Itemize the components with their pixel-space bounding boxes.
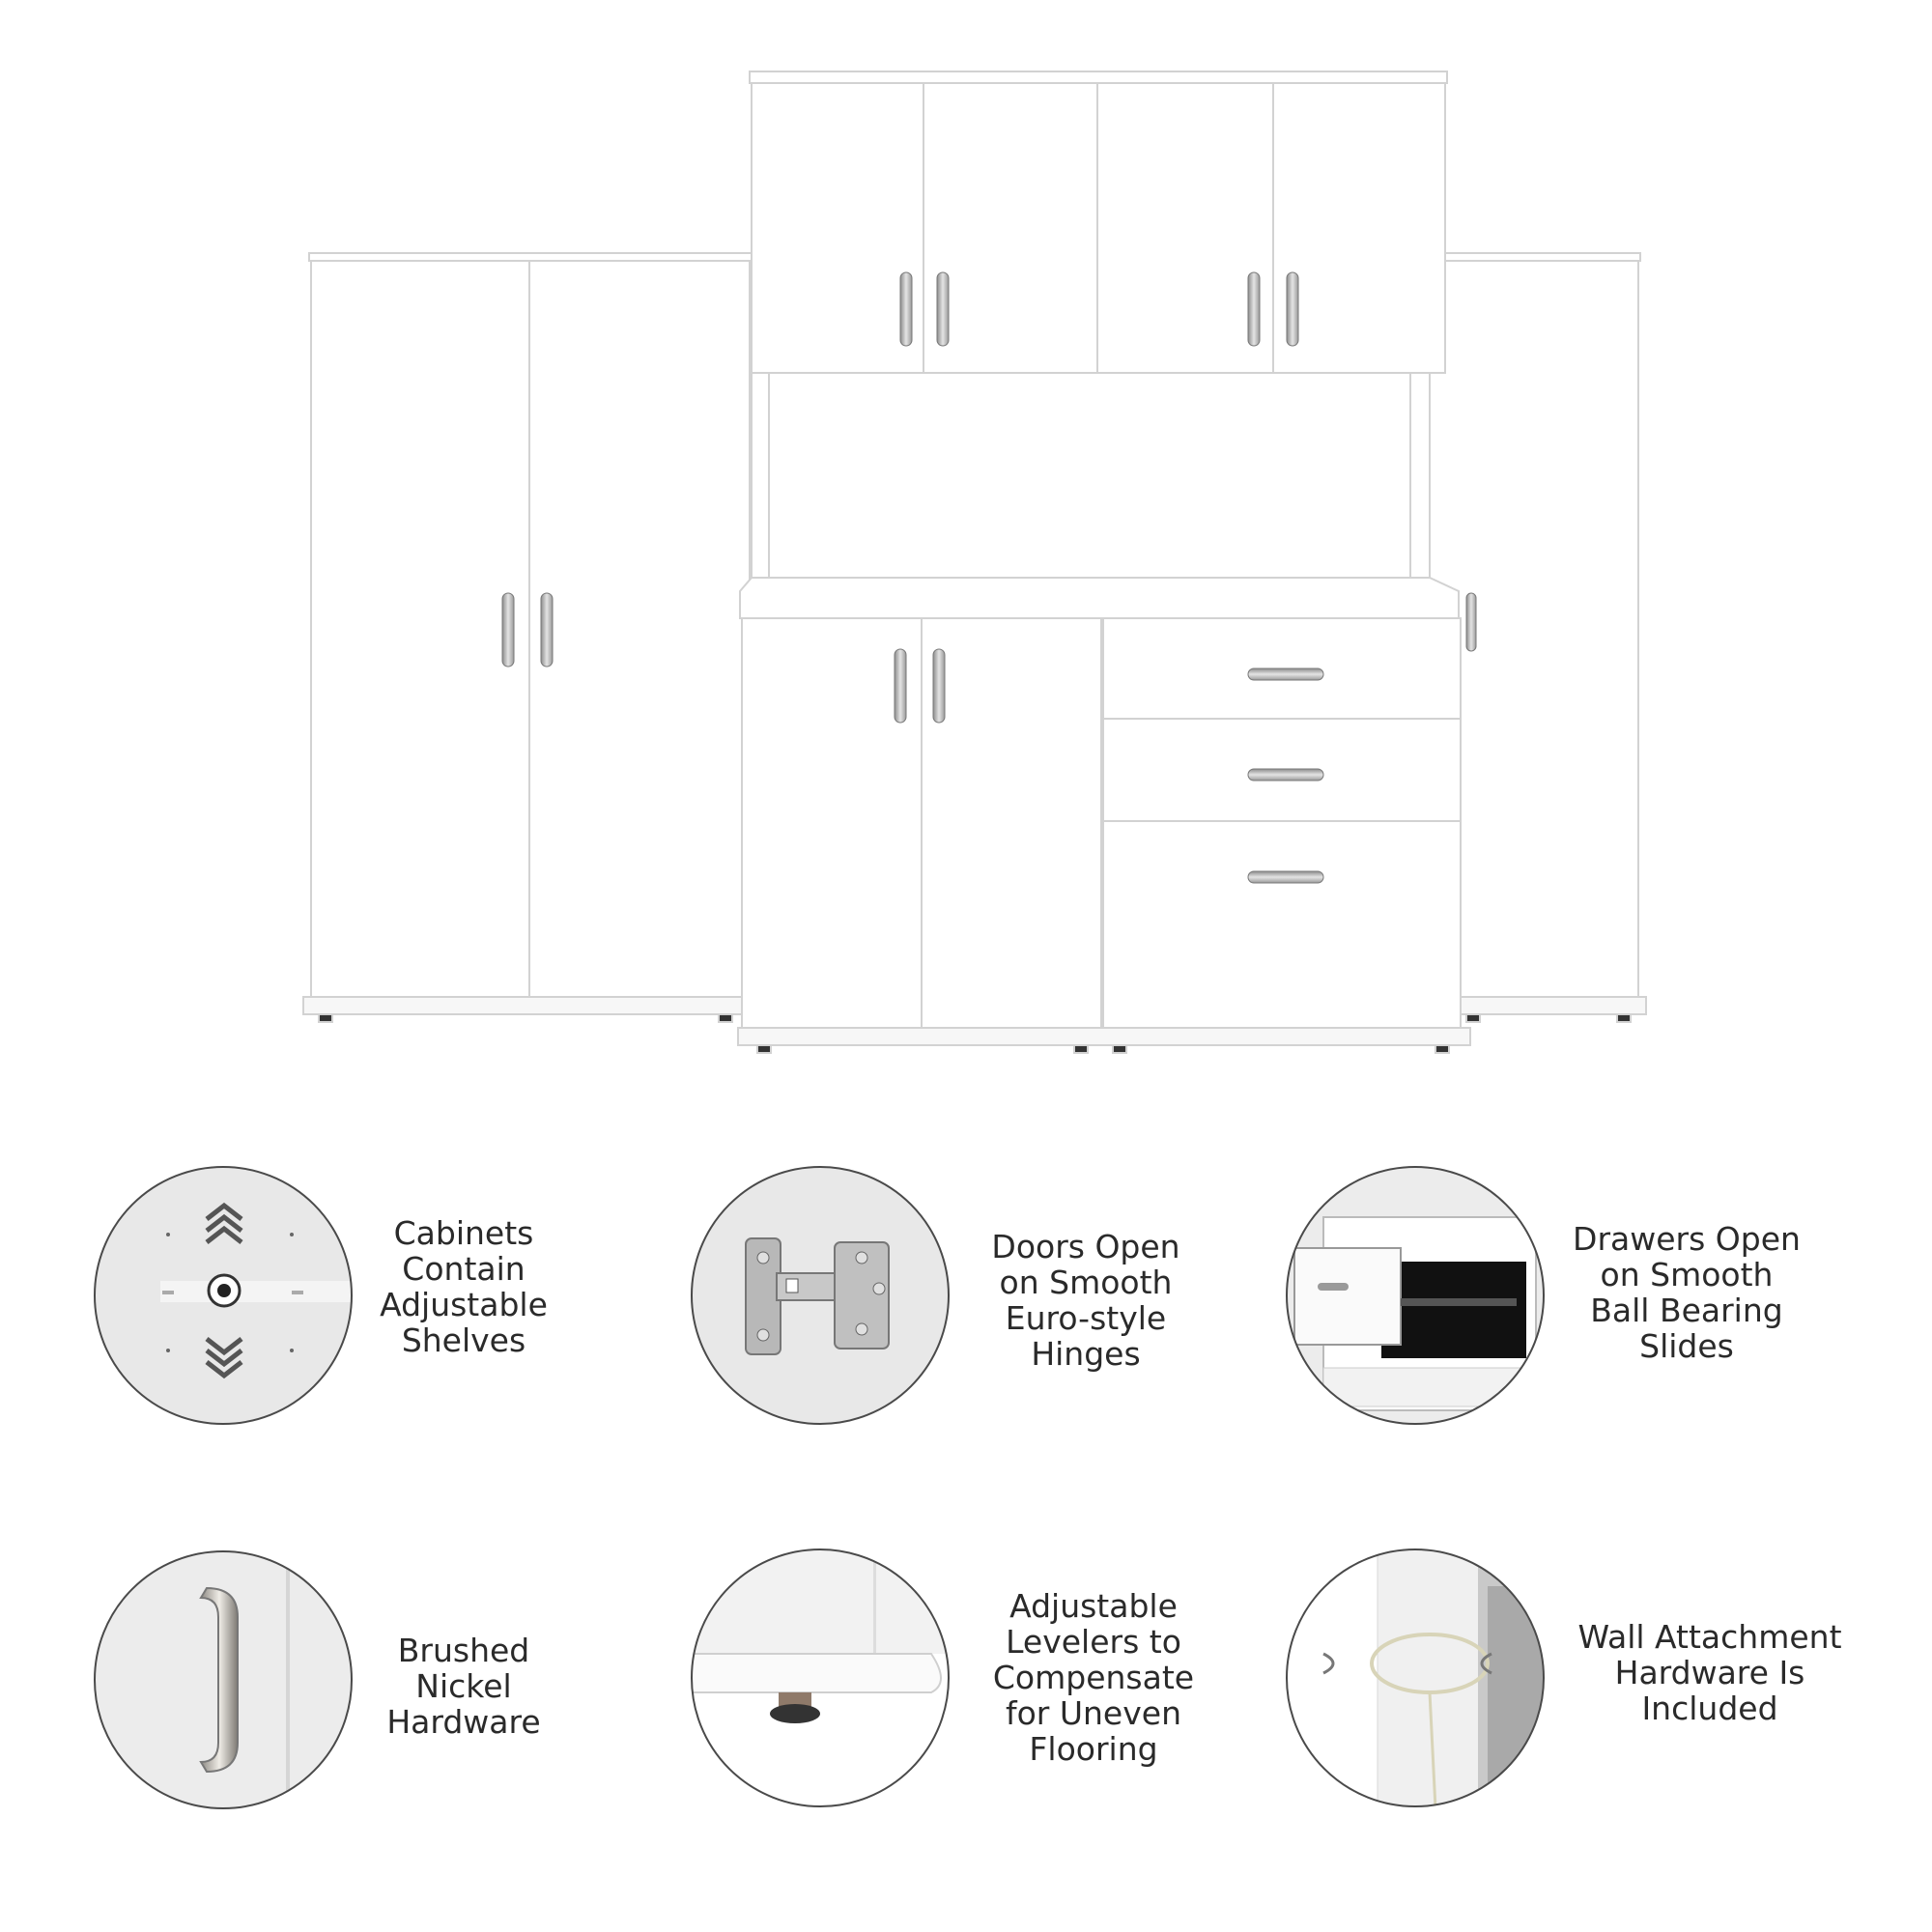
- drawer-handle-top: [1248, 668, 1323, 680]
- base-door-handle-right: [933, 649, 945, 723]
- wall-hutch: [750, 71, 1447, 578]
- feature-label-hinges: Doors Open on Smooth Euro-style Hinges: [991, 1228, 1180, 1373]
- feature-label-hardware: Brushed Nickel Hardware: [386, 1632, 541, 1741]
- left-cabinet-handle-left: [502, 593, 514, 667]
- hutch-handle-1: [900, 272, 912, 346]
- hutch-handle-2: [937, 272, 949, 346]
- hutch-handle-3: [1248, 272, 1260, 346]
- right-tall-cabinet: [1430, 253, 1646, 1022]
- base-cabinet: [738, 578, 1470, 1053]
- feature-label-drawers: Drawers Open on Smooth Ball Bearing Slides: [1573, 1220, 1801, 1365]
- feature-label-levelers: Adjustable Levelers to Compensate for Uneven Flooring: [992, 1587, 1195, 1768]
- euro-hinge-icon: [690, 1165, 951, 1426]
- right-cabinet-handle: [1466, 593, 1476, 651]
- brushed-nickel-handle-icon: [93, 1549, 354, 1810]
- base-door-handle-left: [895, 649, 906, 723]
- left-cabinet-handle-right: [541, 593, 553, 667]
- drawer-handle-bottom: [1248, 871, 1323, 883]
- left-tall-cabinet: [303, 253, 752, 1022]
- feature-label-shelves: Cabinets Contain Adjustable Shelves: [380, 1214, 548, 1359]
- hutch-handle-4: [1287, 272, 1298, 346]
- leveler-foot-icon: [690, 1548, 951, 1808]
- adjustable-shelf-icon: [93, 1165, 354, 1426]
- drawer-handle-middle: [1248, 769, 1323, 781]
- feature-label-wall: Wall Attachment Hardware Is Included: [1577, 1618, 1842, 1727]
- drawer-slide-icon: [1285, 1165, 1546, 1426]
- wall-attachment-icon: [1285, 1548, 1546, 1808]
